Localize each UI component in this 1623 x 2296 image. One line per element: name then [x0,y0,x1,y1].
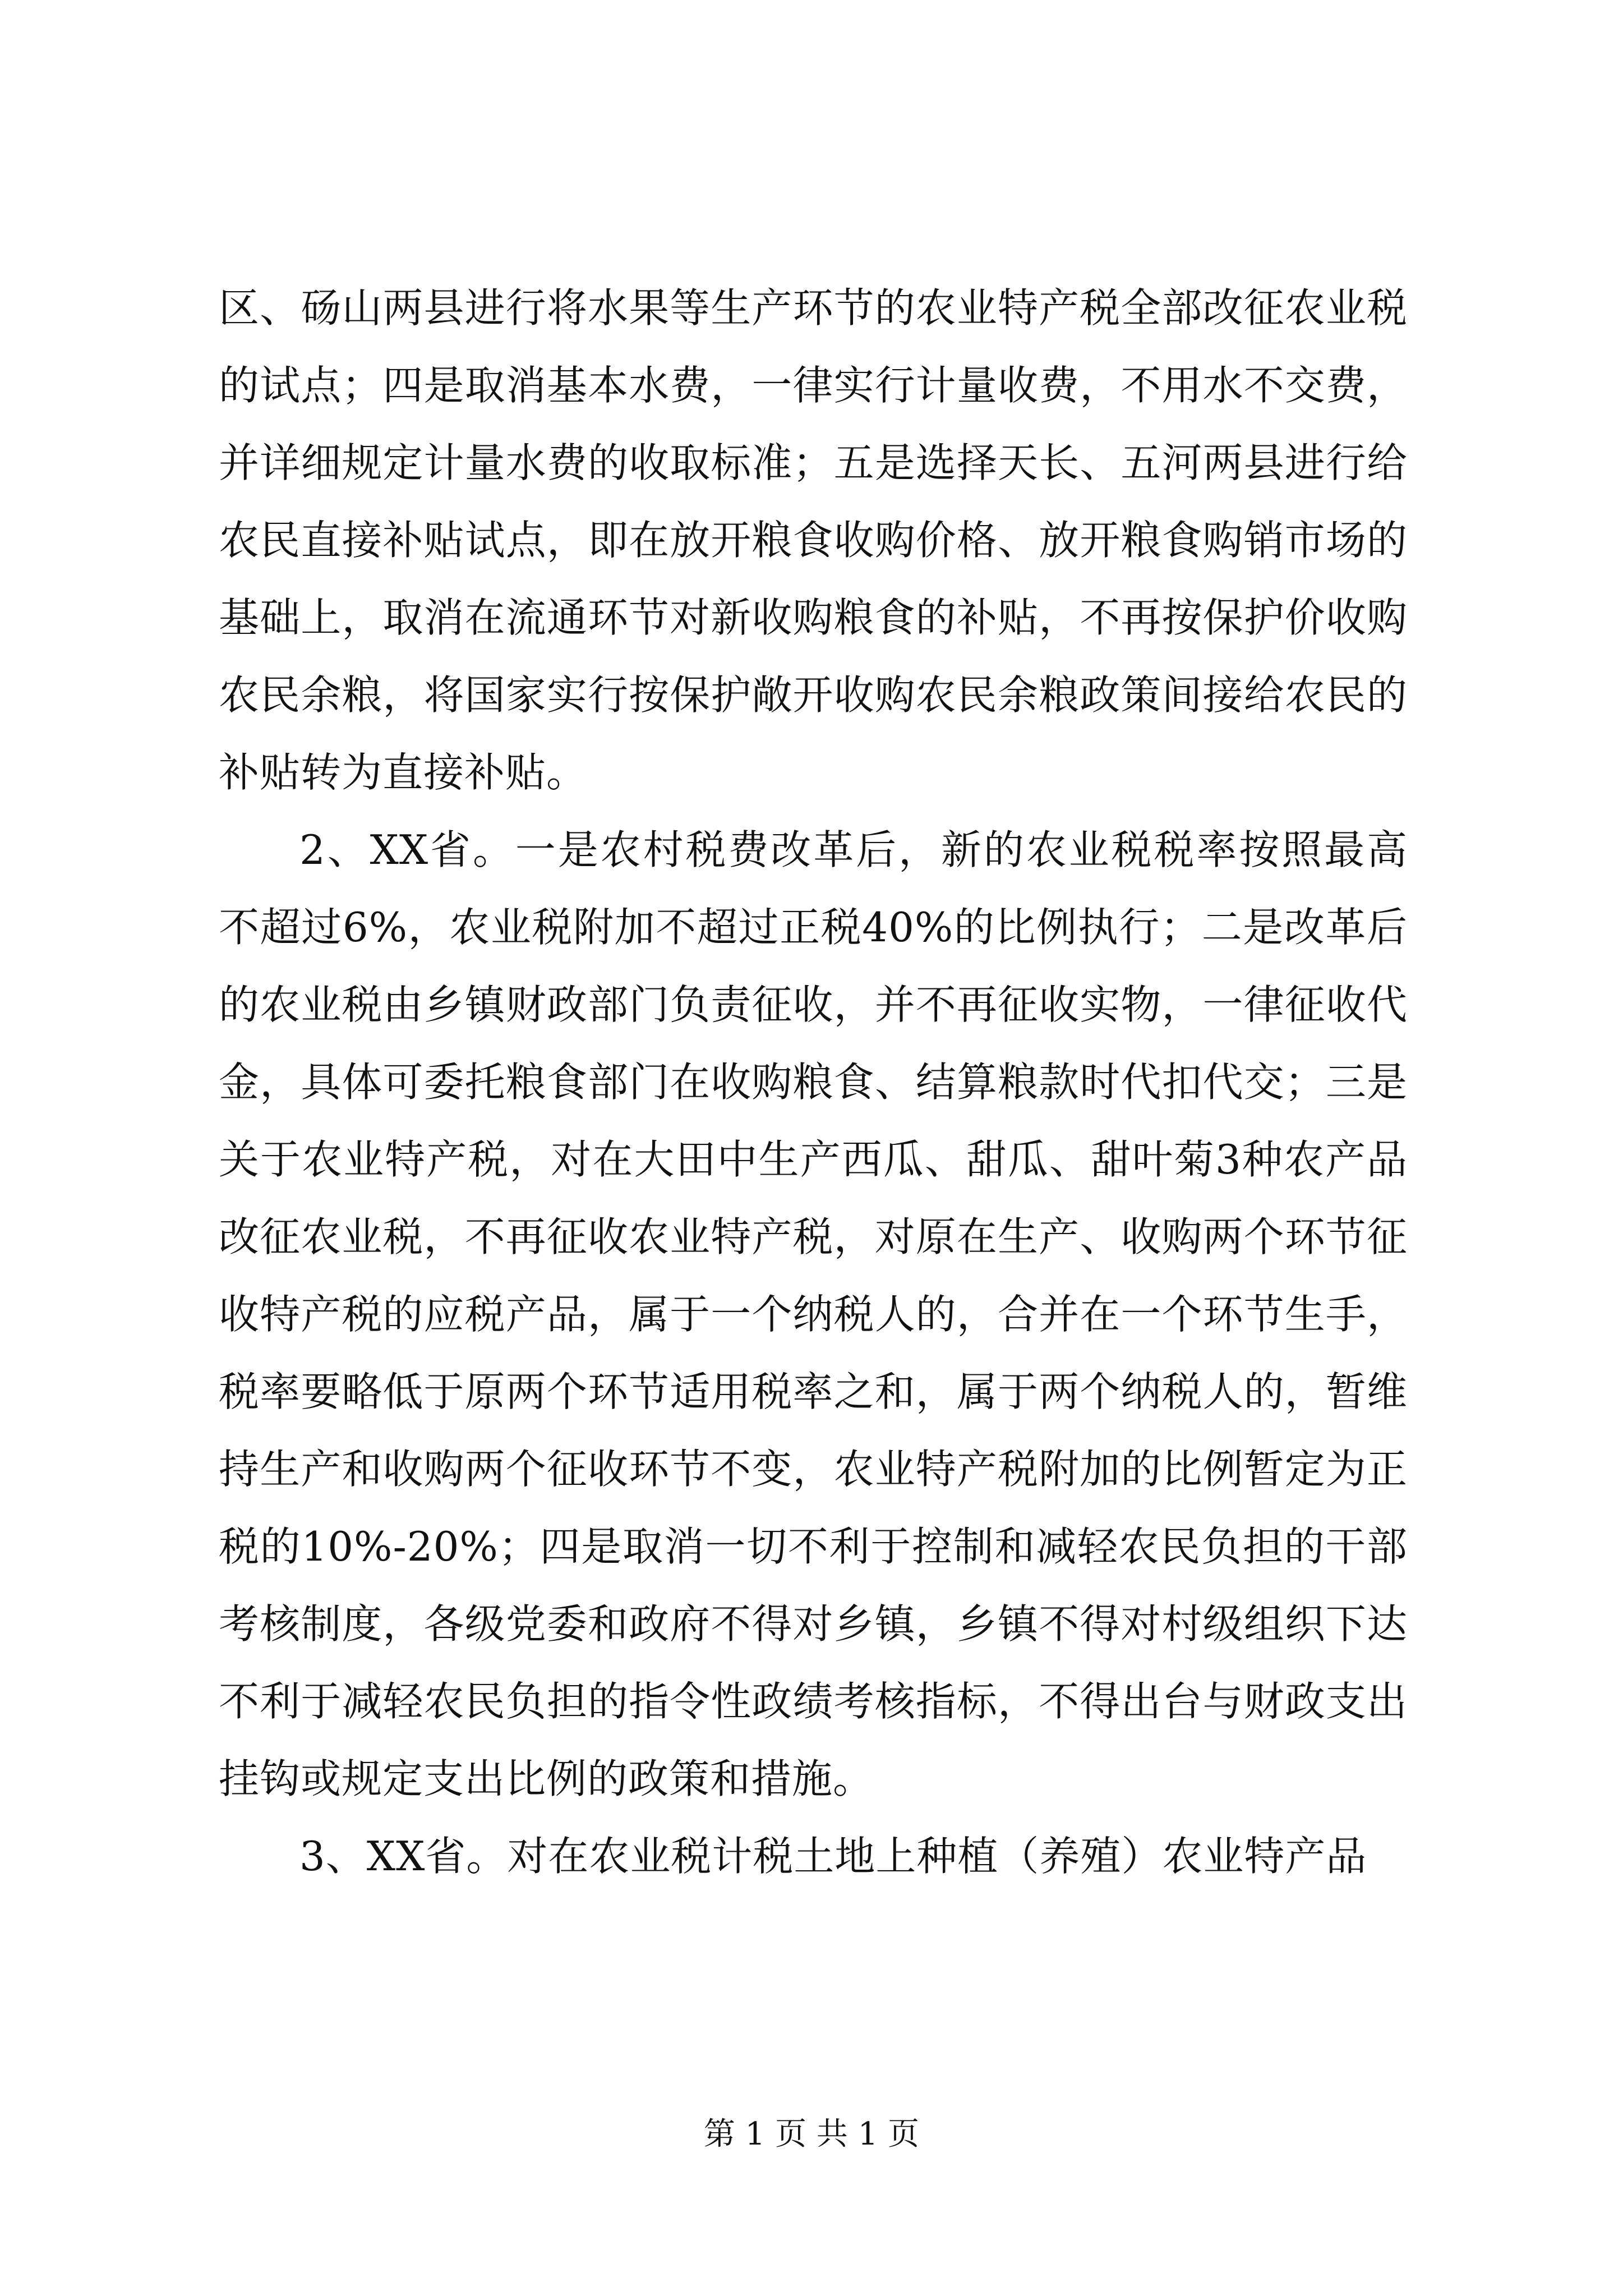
page-number-footer: 第 1 页 共 1 页 [703,2116,920,2152]
document-body [219,269,1408,1895]
paragraph-section-3: 3、XX省。对在农业税计税土地上种植（养殖）农业特产品 [299,1833,1367,1880]
paragraph-continued: 区、砀山两县进行将水果等生产环节的农业特产税全部改征农业税的试点；四是取消基本水费，一律实行计量收费，不用水不交费，并详细规定计量水费的收取标准；五是选择天长、五河两县进行给农民直接补贴试点，即在放开粮食收购价格、放开粮食购销市场的基础上，取消在流通环节对新收购粮食的补贴，不再按保护价收购农民余粮，将国家实行按保护敞开收购农民余粮政策间接给农民的补贴转为直接补贴。 [219,284,1408,796]
paragraph-section-2: 2、XX省。一是农村税费改革后，新的农业税税率按照最高不超过6%，农业税附加不超过正税40%的比例执行；二是改革后的农业税由乡镇财政部门负责征收，并不再征收实物，一律征收代金，具体可委托粮食部门在收购粮食、结算粮款时代扣代交；三是关于农业特产税，对在大田中生产西瓜、甜瓜、甜叶菊3种农产品改征农业税，不再征收农业特产税，对原在生产、收购两个环节征收特产税的应税产品，属于一个纳税人的，合并在一个环节生手，税率要略低于原两个环节适用税率之和，属于两个纳税人的，暂维持生产和收购两个征收环节不变，农业特产税附加的比例暂定为正税的10%-20%；四是取消一切不利于控制和减轻农民负担的干部考核制度，各级党委和政府不得对乡镇，乡镇不得对村级组织下达不利于减轻农民负担的指令性政绩考核指标，不得出台与财政支出挂钩或规定支出比例的政策和措施。 [219,826,1408,1802]
